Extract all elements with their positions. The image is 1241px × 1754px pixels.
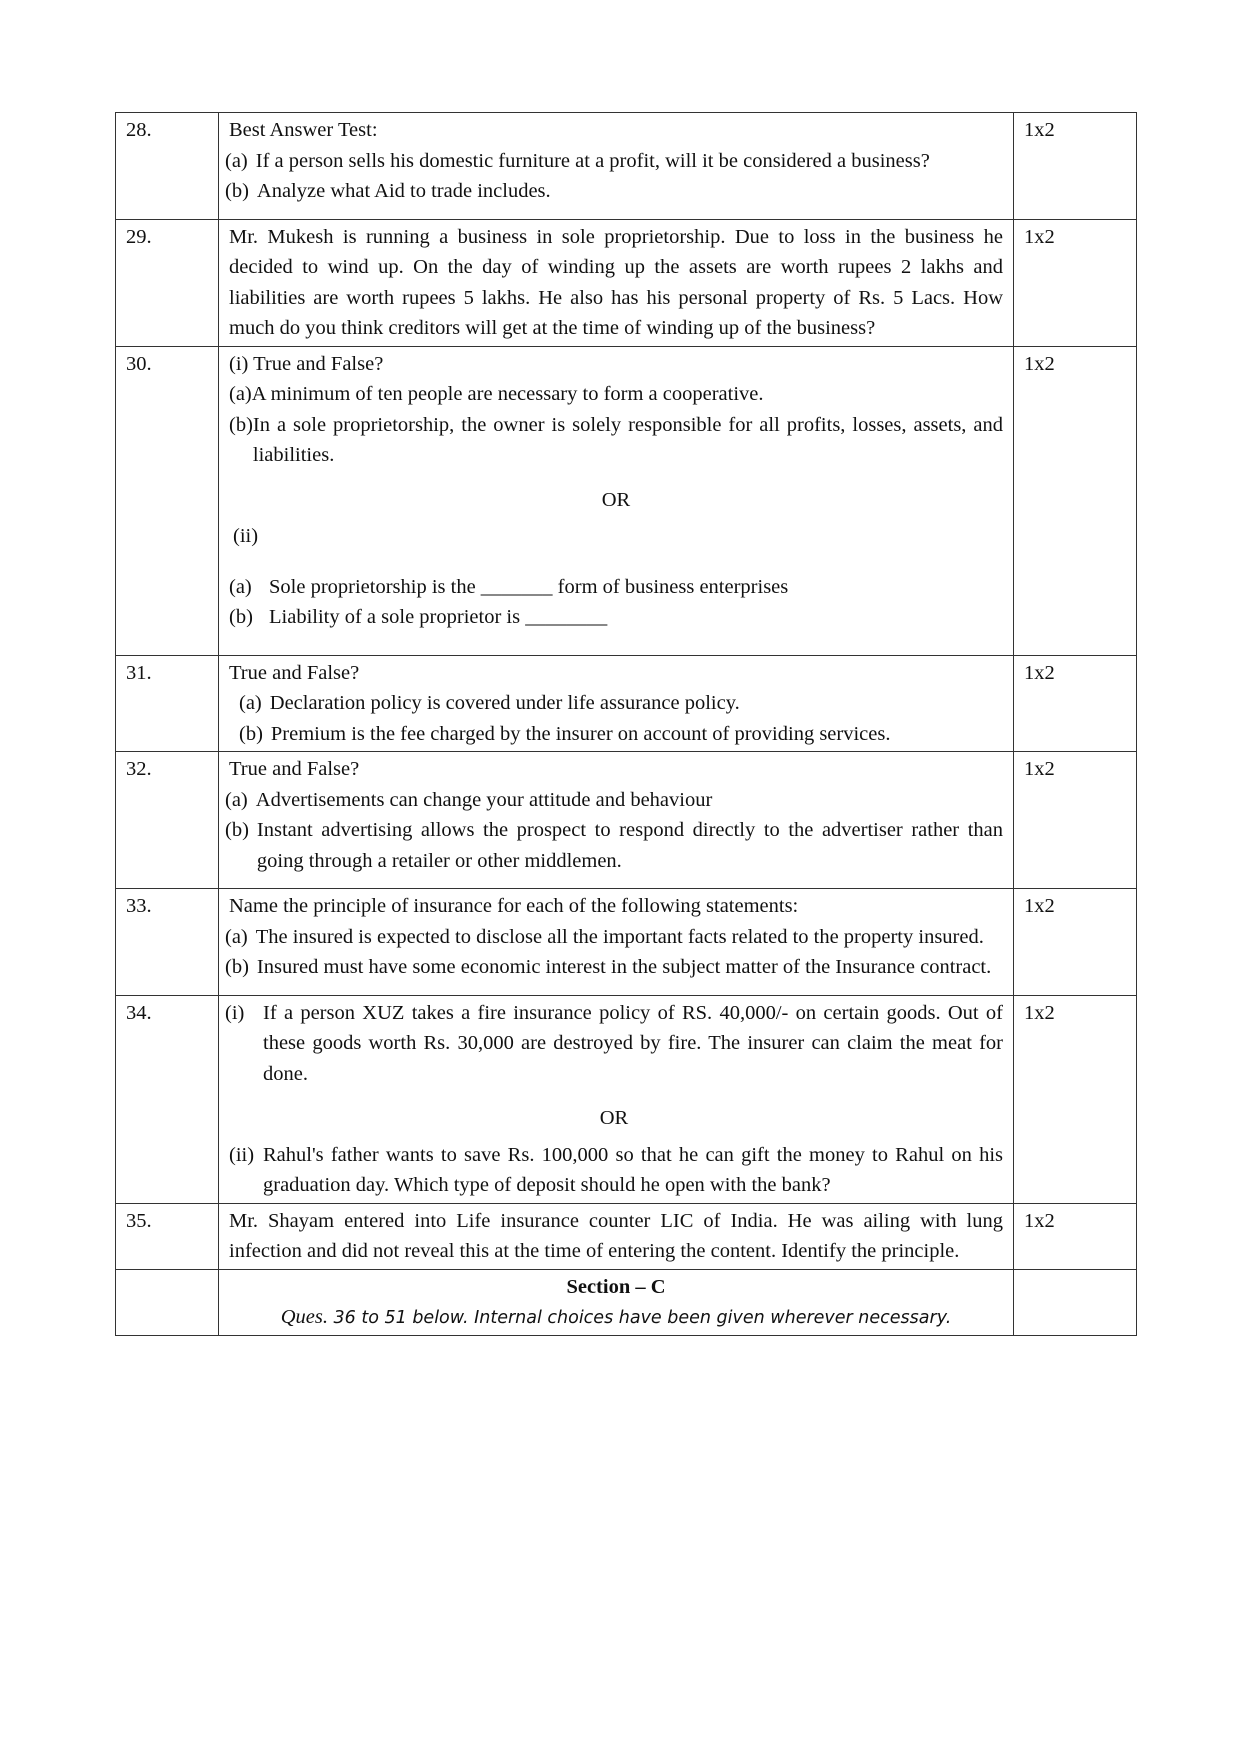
sub-question (229, 602, 1003, 633)
question-text: Mr. Shayam entered into Life insurance counter LIC of India. He was ailing with lung infection and did not reveal this at the time of entering the content. Identify the principle. (229, 1209, 1003, 1262)
sub-question-text: A minimum of ten people are necessary to form a cooperative. (251, 383, 764, 405)
section-content (219, 1269, 1014, 1336)
spacer (225, 876, 1003, 886)
question-content (219, 113, 1014, 220)
or-separator: OR (601, 488, 631, 511)
question-row-28 (116, 113, 1137, 220)
question-text: Mr. Mukesh is running a business in sole proprietorship. Due to loss in the business he decided to wind up. On the day of winding up the assets are worth rupees 2 lakhs and liabilities are worth rupees 5 lakhs. He also has his personal property of Rs. 5 Lacs. How much do you think creditors will get at the time of winding up of the business? (229, 225, 1003, 339)
sub-question-text: The insured is expected to disclose all the important facts related to the property insured. (255, 925, 984, 948)
sub-question (229, 719, 1003, 750)
sub-question-label: (i) (225, 1001, 245, 1024)
sub-question (225, 922, 1003, 953)
marks: 1x2 (1014, 113, 1137, 220)
sub-question-label: (b) (225, 819, 249, 841)
section-note-text: 36 to 51 below. Internal choices have been given wherever necessary. (327, 1308, 952, 1328)
question-number: 35. (116, 1203, 219, 1269)
sub-question-text: Advertisements can change your attitude and behaviour (255, 788, 713, 811)
spacer (225, 207, 1003, 217)
sub-question-label: (b) (225, 180, 249, 202)
sub-question-text: Sole proprietorship is the _______ form of business enterprises (269, 575, 789, 598)
question-number: 30. (116, 346, 219, 655)
marks: 1x2 (1014, 655, 1137, 752)
question-table (115, 112, 1137, 1336)
question-stem: (i) True and False? (229, 352, 384, 375)
sub-question (225, 1140, 1003, 1201)
sub-question-label: (b) (229, 606, 253, 628)
section-note-prefix: Ques. (280, 1306, 328, 1328)
marks: 1x2 (1014, 1203, 1137, 1269)
spacer (225, 983, 1003, 993)
question-content (219, 995, 1014, 1203)
sub-question-text: Analyze what Aid to trade includes. (256, 180, 551, 202)
sub-question-label: (a) (239, 692, 262, 714)
marks: 1x2 (1014, 995, 1137, 1203)
sub-question-text: Liability of a sole proprietor is ________ (269, 606, 608, 628)
sub-question-text: If a person XUZ takes a fire insurance policy of RS. 40,000/- on certain goods. Out of these goods worth Rs. 30,000 are destroyed by fire. The insurer can claim the meat for done. (263, 1001, 1003, 1085)
sub-question-text: If a person sells his domestic furniture at a profit, will it be considered a business? (255, 149, 930, 172)
sub-question-text: Premium is the fee charged by the insurer on account of providing services. (270, 722, 891, 745)
question-content (219, 346, 1014, 655)
sub-question (225, 815, 1003, 876)
sub-question-text: Insured must have some economic interest in the subject matter of the Insurance contract. (256, 956, 992, 978)
sub-question-label: (a) (225, 925, 248, 948)
question-row-33 (116, 889, 1137, 996)
question-stem: (ii) (233, 525, 259, 547)
sub-question-label: (b) (229, 413, 253, 436)
sub-question-label: (a) (229, 383, 252, 405)
question-number: 31. (116, 655, 219, 752)
question-content (219, 889, 1014, 996)
sub-question (225, 785, 1003, 816)
empty-cell (1014, 1269, 1137, 1336)
question-number: 34. (116, 995, 219, 1203)
sub-question-text: Instant advertising allows the prospect to respond directly to the advertiser rather than going through a retailer or other middlemen. (256, 819, 1003, 872)
question-content (219, 752, 1014, 889)
sub-question-text: In a sole proprietorship, the owner is solely responsible for all profits, losses, assets, and liabilities. (252, 413, 1003, 466)
question-stem: Name the principle of insurance for each of the following statements: (229, 895, 799, 917)
question-number: 33. (116, 889, 219, 996)
sub-question (225, 146, 1003, 177)
question-number: 28. (116, 113, 219, 220)
sub-question-label: (b) (225, 956, 249, 978)
marks: 1x2 (1014, 219, 1137, 346)
question-number: 32. (116, 752, 219, 889)
spacer (229, 552, 1003, 572)
spacer (229, 633, 1003, 653)
sub-question-label: (a) (229, 575, 252, 598)
sub-question (225, 952, 1003, 983)
question-row-29 (116, 219, 1137, 346)
question-row-32 (116, 752, 1137, 889)
question-stem: True and False? (229, 758, 360, 780)
marks: 1x2 (1014, 889, 1137, 996)
sub-question-label: (ii) (229, 1143, 255, 1166)
question-row-35 (116, 1203, 1137, 1269)
section-title: Section – C (566, 1275, 666, 1298)
marks: 1x2 (1014, 346, 1137, 655)
sub-question (225, 176, 1003, 207)
question-content (219, 655, 1014, 752)
sub-question-label: (a) (225, 788, 248, 811)
sub-question-text: Declaration policy is covered under life assurance policy. (269, 692, 740, 714)
sub-question (229, 410, 1003, 471)
section-note (229, 1302, 1003, 1333)
sub-question (229, 379, 1003, 410)
or-separator: OR (599, 1107, 629, 1129)
sub-question-label: (b) (239, 722, 263, 745)
question-row-30 (116, 346, 1137, 655)
sub-question (225, 998, 1003, 1090)
sub-question (229, 688, 1003, 719)
marks: 1x2 (1014, 752, 1137, 889)
question-row-34 (116, 995, 1137, 1203)
sub-question-label: (a) (225, 149, 248, 172)
sub-question (229, 572, 1003, 603)
question-content (219, 219, 1014, 346)
question-content (219, 1203, 1014, 1269)
empty-cell (116, 1269, 219, 1336)
section-row (116, 1269, 1137, 1336)
question-number: 29. (116, 219, 219, 346)
question-stem: True and False? (229, 661, 360, 684)
question-stem: Best Answer Test: (229, 119, 378, 141)
sub-question-text: Rahul's father wants to save Rs. 100,000 so that he can gift the money to Rahul on his graduation day. Which type of deposit should he open with the bank? (263, 1143, 1003, 1196)
question-row-31 (116, 655, 1137, 752)
